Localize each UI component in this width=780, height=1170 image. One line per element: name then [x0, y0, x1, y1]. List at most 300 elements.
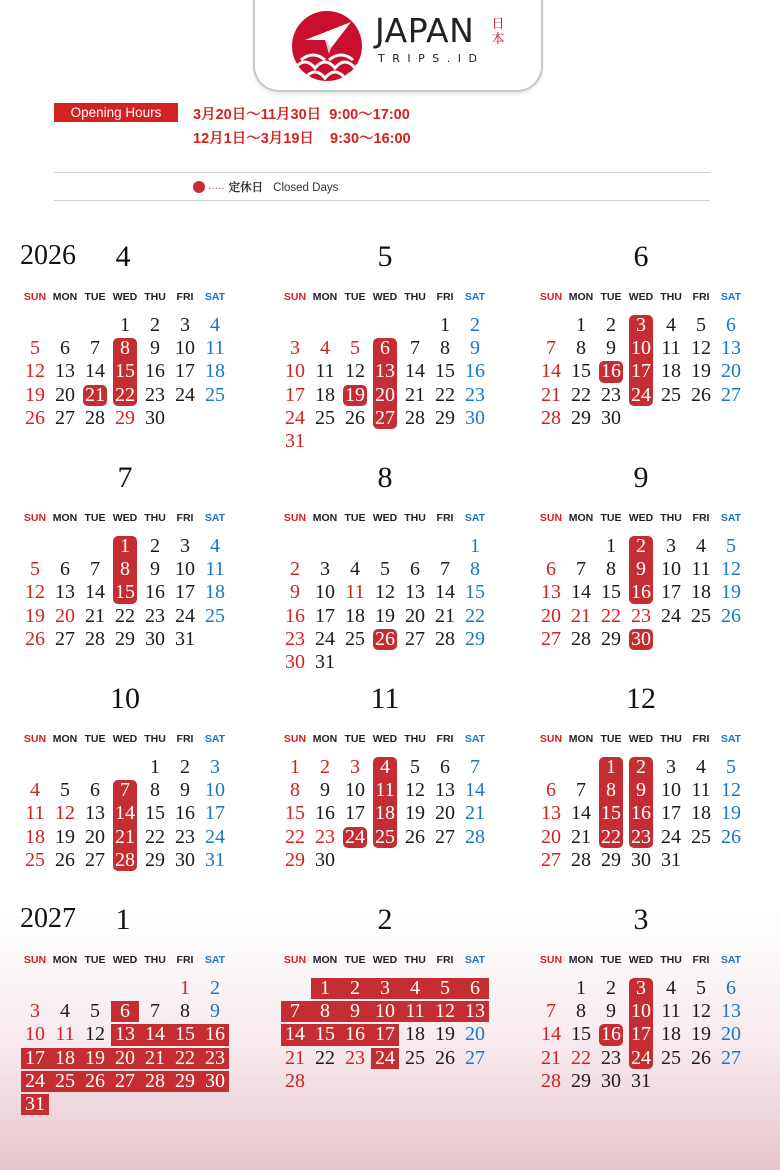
calendar-day[interactable]: 9 [180, 779, 190, 802]
closed-day[interactable]: 18 [55, 1046, 75, 1069]
calendar-day[interactable]: 28 [285, 1069, 305, 1092]
closed-day[interactable]: 30 [205, 1069, 225, 1092]
closed-day[interactable]: 8 [120, 337, 130, 360]
calendar-day[interactable]: 19 [25, 383, 45, 406]
calendar-day[interactable]: 6 [726, 977, 736, 999]
calendar-day[interactable]: 28 [571, 627, 591, 650]
closed-day[interactable]: 17 [631, 360, 651, 383]
calendar-day[interactable]: 16 [315, 802, 335, 825]
closed-day[interactable]: 24 [631, 1046, 651, 1069]
calendar-day[interactable]: 4 [696, 535, 706, 557]
calendar-day[interactable]: 12 [721, 779, 741, 802]
closed-day[interactable]: 16 [601, 360, 621, 383]
calendar-day[interactable]: 4 [210, 535, 220, 557]
calendar-day[interactable]: 14 [465, 779, 485, 802]
calendar-day[interactable]: 2 [180, 756, 190, 778]
calendar-day[interactable]: 30 [315, 848, 335, 871]
calendar-day[interactable]: 21 [285, 1046, 305, 1069]
calendar-day[interactable]: 15 [435, 360, 455, 383]
calendar-day[interactable]: 14 [85, 360, 105, 383]
closed-day[interactable]: 10 [631, 1000, 651, 1023]
calendar-day[interactable]: 27 [55, 406, 75, 429]
calendar-day[interactable]: 27 [541, 848, 561, 871]
closed-day[interactable]: 6 [470, 977, 480, 999]
calendar-day[interactable]: 26 [721, 604, 741, 627]
calendar-day[interactable]: 18 [205, 360, 225, 383]
calendar-day[interactable]: 22 [465, 604, 485, 627]
closed-day[interactable]: 21 [145, 1046, 165, 1069]
calendar-day[interactable]: 18 [691, 802, 711, 825]
calendar-day[interactable]: 6 [90, 779, 100, 802]
calendar-day[interactable]: 17 [345, 802, 365, 825]
calendar-day[interactable]: 14 [85, 581, 105, 604]
calendar-day[interactable]: 31 [631, 1069, 651, 1092]
calendar-day[interactable]: 10 [345, 779, 365, 802]
calendar-day[interactable]: 9 [150, 337, 160, 360]
calendar-day[interactable]: 13 [541, 581, 561, 604]
closed-day[interactable]: 2 [636, 756, 646, 778]
calendar-day[interactable]: 2 [470, 314, 480, 336]
calendar-day[interactable]: 21 [571, 604, 591, 627]
calendar-day[interactable]: 9 [290, 581, 300, 604]
calendar-day[interactable]: 25 [205, 383, 225, 406]
calendar-day[interactable]: 7 [90, 558, 100, 581]
calendar-day[interactable]: 14 [541, 1023, 561, 1046]
calendar-day[interactable]: 5 [30, 558, 40, 581]
calendar-day[interactable]: 29 [115, 627, 135, 650]
calendar-day[interactable]: 17 [175, 581, 195, 604]
calendar-day[interactable]: 16 [285, 604, 305, 627]
calendar-day[interactable]: 30 [601, 1069, 621, 1092]
closed-day[interactable]: 15 [175, 1023, 195, 1046]
calendar-day[interactable]: 5 [90, 1000, 100, 1023]
calendar-day[interactable]: 8 [440, 337, 450, 360]
calendar-day[interactable]: 22 [571, 383, 591, 406]
calendar-day[interactable]: 8 [150, 779, 160, 802]
calendar-day[interactable]: 22 [285, 825, 305, 848]
calendar-day[interactable]: 1 [440, 314, 450, 336]
calendar-day[interactable]: 1 [576, 977, 586, 999]
calendar-day[interactable]: 8 [290, 779, 300, 802]
calendar-day[interactable]: 23 [601, 1046, 621, 1069]
calendar-day[interactable]: 16 [145, 581, 165, 604]
calendar-day[interactable]: 10 [661, 558, 681, 581]
calendar-day[interactable]: 13 [55, 360, 75, 383]
closed-day[interactable]: 1 [120, 535, 130, 557]
calendar-day[interactable]: 20 [721, 1023, 741, 1046]
calendar-day[interactable]: 28 [571, 848, 591, 871]
closed-day[interactable]: 11 [405, 1000, 425, 1023]
closed-day[interactable]: 26 [375, 627, 395, 650]
calendar-day[interactable]: 3 [320, 558, 330, 581]
calendar-day[interactable]: 15 [571, 1023, 591, 1046]
closed-day[interactable]: 6 [380, 337, 390, 360]
calendar-day[interactable]: 27 [541, 627, 561, 650]
calendar-day[interactable]: 28 [85, 627, 105, 650]
closed-day[interactable]: 23 [631, 825, 651, 848]
calendar-day[interactable]: 22 [435, 383, 455, 406]
calendar-day[interactable]: 1 [470, 535, 480, 557]
calendar-day[interactable]: 6 [60, 337, 70, 360]
closed-day[interactable]: 24 [345, 825, 365, 848]
calendar-day[interactable]: 18 [405, 1023, 425, 1046]
closed-day[interactable]: 13 [375, 360, 395, 383]
calendar-day[interactable]: 3 [30, 1000, 40, 1023]
calendar-day[interactable]: 14 [571, 802, 591, 825]
closed-day[interactable]: 14 [115, 802, 135, 825]
calendar-day[interactable]: 6 [60, 558, 70, 581]
calendar-day[interactable]: 21 [541, 383, 561, 406]
calendar-day[interactable]: 19 [721, 802, 741, 825]
calendar-day[interactable]: 25 [25, 848, 45, 871]
calendar-day[interactable]: 7 [546, 1000, 556, 1023]
calendar-day[interactable]: 1 [180, 977, 190, 999]
closed-day[interactable]: 15 [115, 360, 135, 383]
calendar-day[interactable]: 30 [465, 406, 485, 429]
calendar-day[interactable]: 5 [410, 756, 420, 778]
closed-day[interactable]: 17 [631, 1023, 651, 1046]
calendar-day[interactable]: 5 [30, 337, 40, 360]
calendar-day[interactable]: 26 [435, 1046, 455, 1069]
calendar-day[interactable]: 19 [691, 1023, 711, 1046]
calendar-day[interactable]: 15 [601, 581, 621, 604]
calendar-day[interactable]: 26 [345, 406, 365, 429]
closed-day[interactable]: 5 [440, 977, 450, 999]
calendar-day[interactable]: 4 [210, 314, 220, 336]
calendar-day[interactable]: 25 [661, 383, 681, 406]
calendar-day[interactable]: 27 [721, 383, 741, 406]
closed-day[interactable]: 8 [120, 558, 130, 581]
calendar-day[interactable]: 23 [631, 604, 651, 627]
calendar-day[interactable]: 20 [405, 604, 425, 627]
calendar-day[interactable]: 18 [25, 825, 45, 848]
calendar-day[interactable]: 19 [375, 604, 395, 627]
calendar-day[interactable]: 1 [606, 535, 616, 557]
calendar-day[interactable]: 31 [285, 430, 305, 452]
calendar-day[interactable]: 3 [290, 337, 300, 360]
calendar-day[interactable]: 11 [661, 337, 681, 360]
calendar-day[interactable]: 24 [315, 627, 335, 650]
calendar-day[interactable]: 9 [606, 337, 616, 360]
calendar-day[interactable]: 25 [691, 604, 711, 627]
closed-day[interactable]: 2 [636, 535, 646, 557]
calendar-day[interactable]: 23 [465, 383, 485, 406]
calendar-day[interactable]: 24 [285, 406, 305, 429]
calendar-day[interactable]: 2 [606, 314, 616, 336]
calendar-day[interactable]: 31 [661, 848, 681, 871]
calendar-day[interactable]: 25 [691, 825, 711, 848]
calendar-day[interactable]: 27 [435, 825, 455, 848]
closed-day[interactable]: 10 [375, 1000, 395, 1023]
calendar-day[interactable]: 12 [25, 360, 45, 383]
calendar-day[interactable]: 20 [55, 604, 75, 627]
calendar-day[interactable]: 19 [721, 581, 741, 604]
calendar-day[interactable]: 12 [691, 337, 711, 360]
calendar-day[interactable]: 17 [661, 581, 681, 604]
calendar-day[interactable]: 11 [345, 581, 365, 604]
calendar-day[interactable]: 26 [25, 406, 45, 429]
closed-day[interactable]: 19 [85, 1046, 105, 1069]
closed-day[interactable]: 7 [290, 1000, 300, 1023]
calendar-day[interactable]: 23 [315, 825, 335, 848]
calendar-day[interactable]: 12 [85, 1023, 105, 1046]
closed-day[interactable]: 24 [25, 1069, 45, 1092]
calendar-day[interactable]: 17 [175, 360, 195, 383]
calendar-day[interactable]: 10 [175, 337, 195, 360]
closed-day[interactable]: 10 [631, 337, 651, 360]
calendar-day[interactable]: 13 [541, 802, 561, 825]
closed-day[interactable]: 2 [350, 977, 360, 999]
calendar-day[interactable]: 29 [601, 627, 621, 650]
calendar-day[interactable]: 2 [210, 977, 220, 999]
calendar-day[interactable]: 23 [601, 383, 621, 406]
calendar-day[interactable]: 10 [315, 581, 335, 604]
closed-day[interactable]: 22 [601, 825, 621, 848]
calendar-day[interactable]: 14 [405, 360, 425, 383]
calendar-day[interactable]: 14 [541, 360, 561, 383]
calendar-day[interactable]: 18 [691, 581, 711, 604]
calendar-day[interactable]: 30 [601, 406, 621, 429]
calendar-day[interactable]: 3 [180, 535, 190, 557]
calendar-day[interactable]: 1 [150, 756, 160, 778]
calendar-day[interactable]: 7 [90, 337, 100, 360]
calendar-day[interactable]: 10 [175, 558, 195, 581]
calendar-day[interactable]: 4 [696, 756, 706, 778]
calendar-day[interactable]: 13 [721, 337, 741, 360]
calendar-day[interactable]: 4 [666, 314, 676, 336]
calendar-day[interactable]: 4 [666, 977, 676, 999]
calendar-day[interactable]: 27 [405, 627, 425, 650]
calendar-day[interactable]: 28 [465, 825, 485, 848]
calendar-day[interactable]: 11 [691, 558, 711, 581]
calendar-day[interactable]: 4 [320, 337, 330, 360]
closed-day[interactable]: 28 [145, 1069, 165, 1092]
closed-day[interactable]: 26 [85, 1069, 105, 1092]
calendar-day[interactable]: 21 [571, 825, 591, 848]
closed-day[interactable]: 16 [631, 802, 651, 825]
calendar-day[interactable]: 2 [150, 314, 160, 336]
calendar-day[interactable]: 15 [465, 581, 485, 604]
closed-day[interactable]: 16 [631, 581, 651, 604]
calendar-day[interactable]: 22 [115, 604, 135, 627]
calendar-day[interactable]: 19 [435, 1023, 455, 1046]
closed-day[interactable]: 22 [175, 1046, 195, 1069]
closed-day[interactable]: 9 [636, 558, 646, 581]
calendar-day[interactable]: 29 [115, 406, 135, 429]
closed-day[interactable]: 4 [410, 977, 420, 999]
calendar-day[interactable]: 12 [345, 360, 365, 383]
calendar-day[interactable]: 18 [315, 383, 335, 406]
calendar-day[interactable]: 26 [405, 825, 425, 848]
calendar-day[interactable]: 12 [405, 779, 425, 802]
calendar-day[interactable]: 9 [606, 1000, 616, 1023]
calendar-day[interactable]: 20 [465, 1023, 485, 1046]
calendar-day[interactable]: 22 [601, 604, 621, 627]
calendar-day[interactable]: 27 [85, 848, 105, 871]
calendar-day[interactable]: 22 [145, 825, 165, 848]
calendar-day[interactable]: 11 [205, 337, 225, 360]
closed-day[interactable]: 20 [115, 1046, 135, 1069]
closed-day[interactable]: 8 [606, 779, 616, 802]
calendar-day[interactable]: 11 [691, 779, 711, 802]
calendar-day[interactable]: 20 [55, 383, 75, 406]
calendar-day[interactable]: 10 [661, 779, 681, 802]
closed-day[interactable]: 16 [601, 1023, 621, 1046]
calendar-day[interactable]: 29 [571, 1069, 591, 1092]
closed-day[interactable]: 9 [636, 779, 646, 802]
closed-day[interactable]: 14 [145, 1023, 165, 1046]
calendar-day[interactable]: 7 [440, 558, 450, 581]
calendar-day[interactable]: 28 [541, 406, 561, 429]
calendar-day[interactable]: 15 [145, 802, 165, 825]
closed-day[interactable]: 3 [636, 314, 646, 336]
calendar-day[interactable]: 16 [465, 360, 485, 383]
calendar-day[interactable]: 13 [55, 581, 75, 604]
closed-day[interactable]: 29 [175, 1069, 195, 1092]
calendar-day[interactable]: 18 [205, 581, 225, 604]
calendar-day[interactable]: 20 [541, 604, 561, 627]
calendar-day[interactable]: 13 [405, 581, 425, 604]
calendar-day[interactable]: 13 [85, 802, 105, 825]
brand-logo[interactable] [253, 0, 543, 92]
calendar-day[interactable]: 4 [30, 779, 40, 802]
closed-day[interactable]: 19 [345, 383, 365, 406]
closed-day[interactable]: 16 [345, 1023, 365, 1046]
calendar-day[interactable]: 4 [350, 558, 360, 581]
calendar-day[interactable]: 25 [345, 627, 365, 650]
calendar-day[interactable]: 26 [691, 383, 711, 406]
calendar-day[interactable]: 6 [726, 314, 736, 336]
closed-day[interactable]: 30 [631, 627, 651, 650]
calendar-day[interactable]: 17 [285, 383, 305, 406]
calendar-day[interactable]: 3 [666, 535, 676, 557]
closed-day[interactable]: 15 [315, 1023, 335, 1046]
calendar-day[interactable]: 3 [350, 756, 360, 778]
calendar-day[interactable]: 12 [375, 581, 395, 604]
calendar-day[interactable]: 9 [470, 337, 480, 360]
calendar-day[interactable]: 15 [571, 360, 591, 383]
calendar-day[interactable]: 8 [606, 558, 616, 581]
calendar-day[interactable]: 26 [691, 1046, 711, 1069]
closed-day[interactable]: 8 [320, 1000, 330, 1023]
calendar-day[interactable]: 25 [205, 604, 225, 627]
calendar-day[interactable]: 31 [205, 848, 225, 871]
calendar-day[interactable]: 17 [315, 604, 335, 627]
calendar-day[interactable]: 13 [721, 1000, 741, 1023]
calendar-day[interactable]: 8 [576, 337, 586, 360]
calendar-day[interactable]: 20 [541, 825, 561, 848]
calendar-day[interactable]: 7 [546, 337, 556, 360]
calendar-day[interactable]: 1 [120, 314, 130, 336]
calendar-day[interactable]: 2 [150, 535, 160, 557]
calendar-day[interactable]: 27 [465, 1046, 485, 1069]
calendar-day[interactable]: 10 [205, 779, 225, 802]
calendar-day[interactable]: 19 [691, 360, 711, 383]
closed-day[interactable]: 14 [285, 1023, 305, 1046]
calendar-day[interactable]: 19 [405, 802, 425, 825]
calendar-day[interactable]: 6 [410, 558, 420, 581]
calendar-day[interactable]: 26 [721, 825, 741, 848]
calendar-day[interactable]: 18 [345, 604, 365, 627]
closed-day[interactable]: 16 [205, 1023, 225, 1046]
calendar-day[interactable]: 20 [721, 360, 741, 383]
calendar-day[interactable]: 29 [571, 406, 591, 429]
calendar-day[interactable]: 23 [175, 825, 195, 848]
calendar-day[interactable]: 11 [205, 558, 225, 581]
calendar-day[interactable]: 12 [55, 802, 75, 825]
calendar-day[interactable]: 17 [661, 802, 681, 825]
calendar-day[interactable]: 13 [435, 779, 455, 802]
calendar-day[interactable]: 10 [285, 360, 305, 383]
closed-day[interactable]: 13 [465, 1000, 485, 1023]
calendar-day[interactable]: 23 [345, 1046, 365, 1069]
calendar-day[interactable]: 9 [150, 558, 160, 581]
calendar-day[interactable]: 28 [541, 1069, 561, 1092]
closed-day[interactable]: 15 [601, 802, 621, 825]
calendar-day[interactable]: 31 [315, 651, 335, 673]
calendar-day[interactable]: 19 [55, 825, 75, 848]
calendar-day[interactable]: 15 [285, 802, 305, 825]
calendar-day[interactable]: 21 [85, 604, 105, 627]
calendar-day[interactable]: 5 [726, 756, 736, 778]
calendar-day[interactable]: 7 [576, 558, 586, 581]
closed-day[interactable]: 20 [375, 383, 395, 406]
calendar-day[interactable]: 20 [85, 825, 105, 848]
calendar-day[interactable]: 27 [721, 1046, 741, 1069]
calendar-day[interactable]: 28 [435, 627, 455, 650]
closed-day[interactable]: 24 [631, 383, 651, 406]
calendar-day[interactable]: 29 [465, 627, 485, 650]
calendar-day[interactable]: 25 [315, 406, 335, 429]
closed-day[interactable]: 25 [375, 825, 395, 848]
calendar-day[interactable]: 3 [180, 314, 190, 336]
calendar-day[interactable]: 14 [571, 581, 591, 604]
calendar-day[interactable]: 26 [25, 627, 45, 650]
calendar-day[interactable]: 12 [721, 558, 741, 581]
calendar-day[interactable]: 23 [145, 383, 165, 406]
calendar-day[interactable]: 24 [661, 825, 681, 848]
closed-day[interactable]: 9 [350, 1000, 360, 1023]
calendar-day[interactable]: 7 [576, 779, 586, 802]
calendar-day[interactable]: 30 [175, 848, 195, 871]
calendar-day[interactable]: 28 [405, 406, 425, 429]
calendar-day[interactable]: 5 [60, 779, 70, 802]
calendar-day[interactable]: 8 [576, 1000, 586, 1023]
calendar-day[interactable]: 7 [410, 337, 420, 360]
calendar-day[interactable]: 6 [546, 558, 556, 581]
calendar-day[interactable]: 31 [175, 627, 195, 650]
calendar-day[interactable]: 22 [571, 1046, 591, 1069]
closed-day[interactable]: 27 [115, 1069, 135, 1092]
calendar-day[interactable]: 29 [285, 848, 305, 871]
calendar-day[interactable]: 5 [380, 558, 390, 581]
calendar-day[interactable]: 7 [470, 756, 480, 778]
closed-day[interactable]: 28 [115, 848, 135, 871]
calendar-day[interactable]: 5 [696, 977, 706, 999]
calendar-day[interactable]: 30 [145, 406, 165, 429]
calendar-day[interactable]: 4 [60, 1000, 70, 1023]
closed-day[interactable]: 4 [380, 756, 390, 778]
closed-day[interactable]: 7 [120, 779, 130, 802]
calendar-day[interactable]: 27 [55, 627, 75, 650]
calendar-day[interactable]: 3 [210, 756, 220, 778]
closed-day[interactable]: 18 [375, 802, 395, 825]
calendar-day[interactable]: 21 [465, 802, 485, 825]
calendar-day[interactable]: 23 [285, 627, 305, 650]
calendar-day[interactable]: 21 [435, 604, 455, 627]
calendar-day[interactable]: 2 [290, 558, 300, 581]
calendar-day[interactable]: 28 [85, 406, 105, 429]
